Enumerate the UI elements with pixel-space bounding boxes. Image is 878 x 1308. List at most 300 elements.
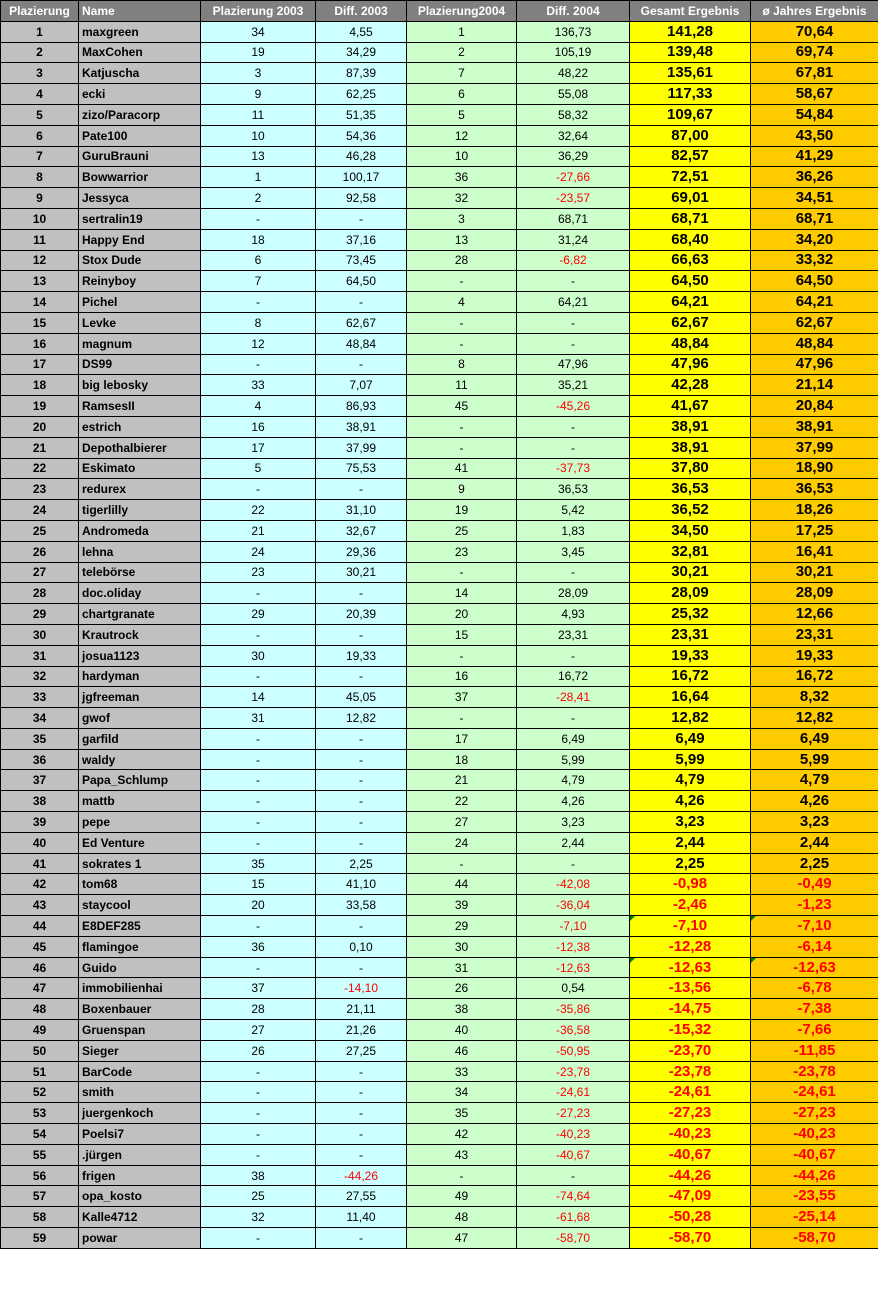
gesamt-ergebnis-cell[interactable]: 69,01 (630, 188, 751, 209)
diff-2003-cell[interactable]: 21,26 (316, 1020, 407, 1041)
gesamt-ergebnis-cell[interactable]: 36,52 (630, 500, 751, 521)
rank-cell[interactable]: 55 (1, 1144, 79, 1165)
plazierung-2004-cell[interactable]: 40 (407, 1020, 517, 1041)
plazierung-2004-cell[interactable]: 9 (407, 479, 517, 500)
plazierung-2004-cell[interactable]: - (407, 416, 517, 437)
diff-2004-cell[interactable]: 4,93 (517, 604, 630, 625)
rank-cell[interactable]: 16 (1, 333, 79, 354)
name-cell[interactable]: E8DEF285 (79, 916, 201, 937)
plazierung-2004-cell[interactable]: - (407, 271, 517, 292)
plazierung-2003-cell[interactable]: - (201, 832, 316, 853)
diff-2004-cell[interactable]: 3,45 (517, 541, 630, 562)
rank-cell[interactable]: 58 (1, 1207, 79, 1228)
gesamt-ergebnis-cell[interactable]: -13,56 (630, 978, 751, 999)
name-cell[interactable]: smith (79, 1082, 201, 1103)
name-cell[interactable]: doc.oliday (79, 583, 201, 604)
diff-2004-cell[interactable]: 36,53 (517, 479, 630, 500)
gesamt-ergebnis-cell[interactable]: 25,32 (630, 604, 751, 625)
diff-2003-cell[interactable]: 20,39 (316, 604, 407, 625)
gesamt-ergebnis-cell[interactable]: 135,61 (630, 63, 751, 84)
diff-2004-cell[interactable]: 5,42 (517, 500, 630, 521)
name-cell[interactable]: .jürgen (79, 1144, 201, 1165)
diff-2004-cell[interactable]: 47,96 (517, 354, 630, 375)
plazierung-2004-cell[interactable]: 7 (407, 63, 517, 84)
diff-2004-cell[interactable]: 32,64 (517, 125, 630, 146)
plazierung-2003-cell[interactable]: - (201, 812, 316, 833)
jahres-ergebnis-cell[interactable]: -58,70 (751, 1228, 878, 1249)
diff-2004-cell[interactable]: -45,26 (517, 396, 630, 417)
name-cell[interactable]: pepe (79, 812, 201, 833)
gesamt-ergebnis-cell[interactable]: 4,79 (630, 770, 751, 791)
rank-cell[interactable]: 34 (1, 708, 79, 729)
jahres-ergebnis-cell[interactable]: 20,84 (751, 396, 878, 417)
diff-2004-cell[interactable]: 36,29 (517, 146, 630, 167)
plazierung-2003-cell[interactable]: 28 (201, 999, 316, 1020)
diff-2003-cell[interactable]: 33,58 (316, 895, 407, 916)
diff-2004-cell[interactable]: -12,38 (517, 936, 630, 957)
plazierung-2004-cell[interactable]: 47 (407, 1228, 517, 1249)
diff-2004-cell[interactable]: 3,23 (517, 812, 630, 833)
name-cell[interactable]: maxgreen (79, 21, 201, 42)
plazierung-2003-cell[interactable]: 16 (201, 416, 316, 437)
jahres-ergebnis-cell[interactable]: -40,23 (751, 1124, 878, 1145)
rank-cell[interactable]: 43 (1, 895, 79, 916)
name-cell[interactable]: Happy End (79, 229, 201, 250)
name-cell[interactable]: DS99 (79, 354, 201, 375)
gesamt-ergebnis-cell[interactable]: 38,91 (630, 416, 751, 437)
diff-2003-cell[interactable]: -44,26 (316, 1165, 407, 1186)
rank-cell[interactable]: 38 (1, 791, 79, 812)
plazierung-2004-cell[interactable]: - (407, 708, 517, 729)
rank-cell[interactable]: 24 (1, 500, 79, 521)
gesamt-ergebnis-cell[interactable]: 2,44 (630, 832, 751, 853)
plazierung-2004-cell[interactable]: 18 (407, 749, 517, 770)
name-cell[interactable]: tigerlilly (79, 500, 201, 521)
header-name[interactable]: Name (79, 1, 201, 22)
gesamt-ergebnis-cell[interactable]: -24,61 (630, 1082, 751, 1103)
name-cell[interactable]: telebörse (79, 562, 201, 583)
gesamt-ergebnis-cell[interactable]: 37,80 (630, 458, 751, 479)
plazierung-2003-cell[interactable]: 23 (201, 562, 316, 583)
header-gesamt-ergebnis[interactable]: Gesamt Ergebnis (630, 1, 751, 22)
gesamt-ergebnis-cell[interactable]: -27,23 (630, 1103, 751, 1124)
diff-2003-cell[interactable]: 87,39 (316, 63, 407, 84)
diff-2004-cell[interactable]: -12,63 (517, 957, 630, 978)
diff-2004-cell[interactable]: 0,54 (517, 978, 630, 999)
diff-2004-cell[interactable]: -40,23 (517, 1124, 630, 1145)
jahres-ergebnis-cell[interactable]: -6,78 (751, 978, 878, 999)
plazierung-2003-cell[interactable]: - (201, 916, 316, 937)
diff-2003-cell[interactable]: - (316, 479, 407, 500)
name-cell[interactable]: Boxenbauer (79, 999, 201, 1020)
rank-cell[interactable]: 1 (1, 21, 79, 42)
diff-2004-cell[interactable]: - (517, 312, 630, 333)
gesamt-ergebnis-cell[interactable]: 48,84 (630, 333, 751, 354)
gesamt-ergebnis-cell[interactable]: 4,26 (630, 791, 751, 812)
diff-2004-cell[interactable]: 16,72 (517, 666, 630, 687)
name-cell[interactable]: Stox Dude (79, 250, 201, 271)
rank-cell[interactable]: 22 (1, 458, 79, 479)
diff-2003-cell[interactable]: 0,10 (316, 936, 407, 957)
diff-2004-cell[interactable]: 31,24 (517, 229, 630, 250)
plazierung-2004-cell[interactable]: 35 (407, 1103, 517, 1124)
diff-2004-cell[interactable]: -23,57 (517, 188, 630, 209)
plazierung-2004-cell[interactable]: 38 (407, 999, 517, 1020)
diff-2004-cell[interactable]: -40,67 (517, 1144, 630, 1165)
diff-2003-cell[interactable]: - (316, 770, 407, 791)
rank-cell[interactable]: 20 (1, 416, 79, 437)
diff-2004-cell[interactable]: - (517, 1165, 630, 1186)
diff-2004-cell[interactable]: -42,08 (517, 874, 630, 895)
name-cell[interactable]: Depothalbierer (79, 437, 201, 458)
diff-2003-cell[interactable]: 12,82 (316, 708, 407, 729)
plazierung-2003-cell[interactable]: 32 (201, 1207, 316, 1228)
plazierung-2004-cell[interactable]: 26 (407, 978, 517, 999)
diff-2003-cell[interactable]: 32,67 (316, 520, 407, 541)
plazierung-2004-cell[interactable]: 17 (407, 728, 517, 749)
diff-2003-cell[interactable]: 4,55 (316, 21, 407, 42)
plazierung-2004-cell[interactable]: 6 (407, 84, 517, 105)
jahres-ergebnis-cell[interactable]: -40,67 (751, 1144, 878, 1165)
rank-cell[interactable]: 27 (1, 562, 79, 583)
gesamt-ergebnis-cell[interactable]: -40,67 (630, 1144, 751, 1165)
rank-cell[interactable]: 32 (1, 666, 79, 687)
name-cell[interactable]: Guido (79, 957, 201, 978)
diff-2003-cell[interactable]: - (316, 1082, 407, 1103)
name-cell[interactable]: immobilienhai (79, 978, 201, 999)
name-cell[interactable]: Pichel (79, 292, 201, 313)
gesamt-ergebnis-cell[interactable]: -47,09 (630, 1186, 751, 1207)
diff-2004-cell[interactable]: 23,31 (517, 624, 630, 645)
plazierung-2004-cell[interactable]: 11 (407, 375, 517, 396)
plazierung-2004-cell[interactable]: 43 (407, 1144, 517, 1165)
rank-cell[interactable]: 4 (1, 84, 79, 105)
plazierung-2003-cell[interactable]: 21 (201, 520, 316, 541)
diff-2004-cell[interactable]: 4,79 (517, 770, 630, 791)
plazierung-2003-cell[interactable]: 17 (201, 437, 316, 458)
rank-cell[interactable]: 42 (1, 874, 79, 895)
gesamt-ergebnis-cell[interactable]: 16,64 (630, 687, 751, 708)
plazierung-2004-cell[interactable]: 48 (407, 1207, 517, 1228)
plazierung-2004-cell[interactable]: 34 (407, 1082, 517, 1103)
diff-2004-cell[interactable]: 1,83 (517, 520, 630, 541)
jahres-ergebnis-cell[interactable]: -7,10 (751, 916, 878, 937)
rank-cell[interactable]: 9 (1, 188, 79, 209)
name-cell[interactable]: MaxCohen (79, 42, 201, 63)
diff-2004-cell[interactable]: 136,73 (517, 21, 630, 42)
jahres-ergebnis-cell[interactable]: 12,66 (751, 604, 878, 625)
plazierung-2003-cell[interactable]: 11 (201, 104, 316, 125)
jahres-ergebnis-cell[interactable]: -7,38 (751, 999, 878, 1020)
plazierung-2004-cell[interactable]: 2 (407, 42, 517, 63)
rank-cell[interactable]: 7 (1, 146, 79, 167)
rank-cell[interactable]: 11 (1, 229, 79, 250)
rank-cell[interactable]: 13 (1, 271, 79, 292)
plazierung-2003-cell[interactable]: 7 (201, 271, 316, 292)
gesamt-ergebnis-cell[interactable]: 109,67 (630, 104, 751, 125)
plazierung-2003-cell[interactable]: 22 (201, 500, 316, 521)
name-cell[interactable]: Levke (79, 312, 201, 333)
gesamt-ergebnis-cell[interactable]: -44,26 (630, 1165, 751, 1186)
rank-cell[interactable]: 21 (1, 437, 79, 458)
plazierung-2004-cell[interactable]: 33 (407, 1061, 517, 1082)
diff-2004-cell[interactable]: -58,70 (517, 1228, 630, 1249)
rank-cell[interactable]: 52 (1, 1082, 79, 1103)
jahres-ergebnis-cell[interactable]: 62,67 (751, 312, 878, 333)
name-cell[interactable]: chartgranate (79, 604, 201, 625)
diff-2003-cell[interactable]: -14,10 (316, 978, 407, 999)
gesamt-ergebnis-cell[interactable]: 62,67 (630, 312, 751, 333)
rank-cell[interactable]: 19 (1, 396, 79, 417)
plazierung-2003-cell[interactable]: - (201, 1144, 316, 1165)
diff-2003-cell[interactable]: - (316, 916, 407, 937)
rank-cell[interactable]: 41 (1, 853, 79, 874)
plazierung-2003-cell[interactable]: 6 (201, 250, 316, 271)
name-cell[interactable]: staycool (79, 895, 201, 916)
diff-2003-cell[interactable]: - (316, 832, 407, 853)
diff-2004-cell[interactable]: -28,41 (517, 687, 630, 708)
jahres-ergebnis-cell[interactable]: -7,66 (751, 1020, 878, 1041)
plazierung-2003-cell[interactable]: 9 (201, 84, 316, 105)
jahres-ergebnis-cell[interactable]: 69,74 (751, 42, 878, 63)
diff-2004-cell[interactable]: -50,95 (517, 1040, 630, 1061)
diff-2003-cell[interactable]: 7,07 (316, 375, 407, 396)
plazierung-2004-cell[interactable]: - (407, 312, 517, 333)
rank-cell[interactable]: 53 (1, 1103, 79, 1124)
gesamt-ergebnis-cell[interactable]: -40,23 (630, 1124, 751, 1145)
rank-cell[interactable]: 18 (1, 375, 79, 396)
gesamt-ergebnis-cell[interactable]: 28,09 (630, 583, 751, 604)
name-cell[interactable]: flamingoe (79, 936, 201, 957)
jahres-ergebnis-cell[interactable]: 18,90 (751, 458, 878, 479)
diff-2004-cell[interactable]: 68,71 (517, 208, 630, 229)
gesamt-ergebnis-cell[interactable]: -15,32 (630, 1020, 751, 1041)
diff-2003-cell[interactable]: - (316, 208, 407, 229)
gesamt-ergebnis-cell[interactable]: 16,72 (630, 666, 751, 687)
gesamt-ergebnis-cell[interactable]: 139,48 (630, 42, 751, 63)
gesamt-ergebnis-cell[interactable]: -0,98 (630, 874, 751, 895)
plazierung-2004-cell[interactable]: - (407, 437, 517, 458)
gesamt-ergebnis-cell[interactable]: -7,10 (630, 916, 751, 937)
plazierung-2003-cell[interactable]: 30 (201, 645, 316, 666)
diff-2003-cell[interactable]: 34,29 (316, 42, 407, 63)
plazierung-2004-cell[interactable]: 19 (407, 500, 517, 521)
jahres-ergebnis-cell[interactable]: 6,49 (751, 728, 878, 749)
diff-2003-cell[interactable]: 86,93 (316, 396, 407, 417)
rank-cell[interactable]: 14 (1, 292, 79, 313)
diff-2004-cell[interactable]: - (517, 645, 630, 666)
rank-cell[interactable]: 46 (1, 957, 79, 978)
gesamt-ergebnis-cell[interactable]: 87,00 (630, 125, 751, 146)
gesamt-ergebnis-cell[interactable]: 64,50 (630, 271, 751, 292)
rank-cell[interactable]: 48 (1, 999, 79, 1020)
name-cell[interactable]: zizo/Paracorp (79, 104, 201, 125)
header-diff-2003[interactable]: Diff. 2003 (316, 1, 407, 22)
rank-cell[interactable]: 5 (1, 104, 79, 125)
plazierung-2004-cell[interactable]: 41 (407, 458, 517, 479)
rank-cell[interactable]: 25 (1, 520, 79, 541)
diff-2004-cell[interactable]: - (517, 271, 630, 292)
jahres-ergebnis-cell[interactable]: -44,26 (751, 1165, 878, 1186)
jahres-ergebnis-cell[interactable]: 64,50 (751, 271, 878, 292)
plazierung-2004-cell[interactable]: 45 (407, 396, 517, 417)
diff-2003-cell[interactable]: - (316, 1144, 407, 1165)
jahres-ergebnis-cell[interactable]: 37,99 (751, 437, 878, 458)
diff-2003-cell[interactable]: - (316, 749, 407, 770)
diff-2003-cell[interactable]: 75,53 (316, 458, 407, 479)
gesamt-ergebnis-cell[interactable]: 64,21 (630, 292, 751, 313)
plazierung-2004-cell[interactable]: 49 (407, 1186, 517, 1207)
rank-cell[interactable]: 12 (1, 250, 79, 271)
name-cell[interactable]: Sieger (79, 1040, 201, 1061)
diff-2003-cell[interactable]: 45,05 (316, 687, 407, 708)
gesamt-ergebnis-cell[interactable]: 34,50 (630, 520, 751, 541)
diff-2003-cell[interactable]: 62,25 (316, 84, 407, 105)
diff-2004-cell[interactable]: 35,21 (517, 375, 630, 396)
gesamt-ergebnis-cell[interactable]: 36,53 (630, 479, 751, 500)
plazierung-2004-cell[interactable]: 32 (407, 188, 517, 209)
plazierung-2003-cell[interactable]: 20 (201, 895, 316, 916)
plazierung-2004-cell[interactable]: 28 (407, 250, 517, 271)
jahres-ergebnis-cell[interactable]: 34,51 (751, 188, 878, 209)
jahres-ergebnis-cell[interactable]: 47,96 (751, 354, 878, 375)
diff-2003-cell[interactable]: 92,58 (316, 188, 407, 209)
plazierung-2004-cell[interactable]: 10 (407, 146, 517, 167)
rank-cell[interactable]: 35 (1, 728, 79, 749)
diff-2003-cell[interactable]: 62,67 (316, 312, 407, 333)
gesamt-ergebnis-cell[interactable]: 23,31 (630, 624, 751, 645)
jahres-ergebnis-cell[interactable]: 16,72 (751, 666, 878, 687)
diff-2004-cell[interactable]: - (517, 437, 630, 458)
diff-2004-cell[interactable]: 105,19 (517, 42, 630, 63)
diff-2003-cell[interactable]: 31,10 (316, 500, 407, 521)
plazierung-2004-cell[interactable]: 46 (407, 1040, 517, 1061)
plazierung-2003-cell[interactable]: 24 (201, 541, 316, 562)
diff-2004-cell[interactable]: - (517, 416, 630, 437)
header-jahres-ergebnis[interactable]: ø Jahres Ergebnis (751, 1, 878, 22)
plazierung-2003-cell[interactable]: 27 (201, 1020, 316, 1041)
rank-cell[interactable]: 29 (1, 604, 79, 625)
gesamt-ergebnis-cell[interactable]: -14,75 (630, 999, 751, 1020)
plazierung-2003-cell[interactable]: - (201, 957, 316, 978)
plazierung-2004-cell[interactable]: 37 (407, 687, 517, 708)
plazierung-2003-cell[interactable]: - (201, 791, 316, 812)
name-cell[interactable]: josua1123 (79, 645, 201, 666)
diff-2003-cell[interactable]: - (316, 624, 407, 645)
name-cell[interactable]: juergenkoch (79, 1103, 201, 1124)
name-cell[interactable]: Ed Venture (79, 832, 201, 853)
diff-2004-cell[interactable]: -74,64 (517, 1186, 630, 1207)
rank-cell[interactable]: 33 (1, 687, 79, 708)
plazierung-2003-cell[interactable]: 15 (201, 874, 316, 895)
jahres-ergebnis-cell[interactable]: 36,26 (751, 167, 878, 188)
rank-cell[interactable]: 40 (1, 832, 79, 853)
gesamt-ergebnis-cell[interactable]: 68,40 (630, 229, 751, 250)
plazierung-2003-cell[interactable]: - (201, 624, 316, 645)
diff-2003-cell[interactable]: 64,50 (316, 271, 407, 292)
jahres-ergebnis-cell[interactable]: 8,32 (751, 687, 878, 708)
diff-2004-cell[interactable]: 58,32 (517, 104, 630, 125)
jahres-ergebnis-cell[interactable]: 3,23 (751, 812, 878, 833)
diff-2003-cell[interactable]: 2,25 (316, 853, 407, 874)
gesamt-ergebnis-cell[interactable]: 141,28 (630, 21, 751, 42)
plazierung-2003-cell[interactable]: - (201, 728, 316, 749)
diff-2004-cell[interactable]: 48,22 (517, 63, 630, 84)
jahres-ergebnis-cell[interactable]: 16,41 (751, 541, 878, 562)
jahres-ergebnis-cell[interactable]: -0,49 (751, 874, 878, 895)
plazierung-2003-cell[interactable]: 33 (201, 375, 316, 396)
plazierung-2003-cell[interactable]: 26 (201, 1040, 316, 1061)
gesamt-ergebnis-cell[interactable]: 42,28 (630, 375, 751, 396)
rank-cell[interactable]: 47 (1, 978, 79, 999)
diff-2003-cell[interactable]: 100,17 (316, 167, 407, 188)
plazierung-2004-cell[interactable]: 36 (407, 167, 517, 188)
gesamt-ergebnis-cell[interactable]: 72,51 (630, 167, 751, 188)
jahres-ergebnis-cell[interactable]: 2,25 (751, 853, 878, 874)
diff-2004-cell[interactable]: 4,26 (517, 791, 630, 812)
diff-2003-cell[interactable]: 30,21 (316, 562, 407, 583)
plazierung-2003-cell[interactable]: 18 (201, 229, 316, 250)
jahres-ergebnis-cell[interactable]: 23,31 (751, 624, 878, 645)
diff-2004-cell[interactable]: 28,09 (517, 583, 630, 604)
name-cell[interactable]: big lebosky (79, 375, 201, 396)
diff-2004-cell[interactable]: 55,08 (517, 84, 630, 105)
gesamt-ergebnis-cell[interactable]: -2,46 (630, 895, 751, 916)
plazierung-2004-cell[interactable]: 23 (407, 541, 517, 562)
plazierung-2003-cell[interactable]: 25 (201, 1186, 316, 1207)
diff-2003-cell[interactable]: - (316, 1228, 407, 1249)
gesamt-ergebnis-cell[interactable]: -23,78 (630, 1061, 751, 1082)
rank-cell[interactable]: 45 (1, 936, 79, 957)
plazierung-2003-cell[interactable]: - (201, 292, 316, 313)
plazierung-2003-cell[interactable]: - (201, 354, 316, 375)
name-cell[interactable]: lehna (79, 541, 201, 562)
jahres-ergebnis-cell[interactable]: 30,21 (751, 562, 878, 583)
gesamt-ergebnis-cell[interactable]: 30,21 (630, 562, 751, 583)
rank-cell[interactable]: 44 (1, 916, 79, 937)
rank-cell[interactable]: 57 (1, 1186, 79, 1207)
plazierung-2004-cell[interactable]: 21 (407, 770, 517, 791)
diff-2004-cell[interactable]: 2,44 (517, 832, 630, 853)
diff-2004-cell[interactable]: -23,78 (517, 1061, 630, 1082)
diff-2003-cell[interactable]: - (316, 354, 407, 375)
rank-cell[interactable]: 23 (1, 479, 79, 500)
plazierung-2003-cell[interactable]: - (201, 749, 316, 770)
gesamt-ergebnis-cell[interactable]: 82,57 (630, 146, 751, 167)
jahres-ergebnis-cell[interactable]: 64,21 (751, 292, 878, 313)
diff-2004-cell[interactable]: 64,21 (517, 292, 630, 313)
diff-2004-cell[interactable]: -61,68 (517, 1207, 630, 1228)
jahres-ergebnis-cell[interactable]: 4,79 (751, 770, 878, 791)
plazierung-2003-cell[interactable]: 37 (201, 978, 316, 999)
jahres-ergebnis-cell[interactable]: -11,85 (751, 1040, 878, 1061)
plazierung-2003-cell[interactable]: 36 (201, 936, 316, 957)
rank-cell[interactable]: 28 (1, 583, 79, 604)
name-cell[interactable]: ecki (79, 84, 201, 105)
plazierung-2003-cell[interactable]: 2 (201, 188, 316, 209)
jahres-ergebnis-cell[interactable]: 19,33 (751, 645, 878, 666)
name-cell[interactable]: Eskimato (79, 458, 201, 479)
gesamt-ergebnis-cell[interactable]: -12,28 (630, 936, 751, 957)
rank-cell[interactable]: 2 (1, 42, 79, 63)
diff-2004-cell[interactable]: - (517, 562, 630, 583)
plazierung-2003-cell[interactable]: - (201, 479, 316, 500)
diff-2003-cell[interactable]: - (316, 957, 407, 978)
plazierung-2004-cell[interactable]: - (407, 333, 517, 354)
name-cell[interactable]: Jessyca (79, 188, 201, 209)
name-cell[interactable]: Poelsi7 (79, 1124, 201, 1145)
rank-cell[interactable]: 10 (1, 208, 79, 229)
